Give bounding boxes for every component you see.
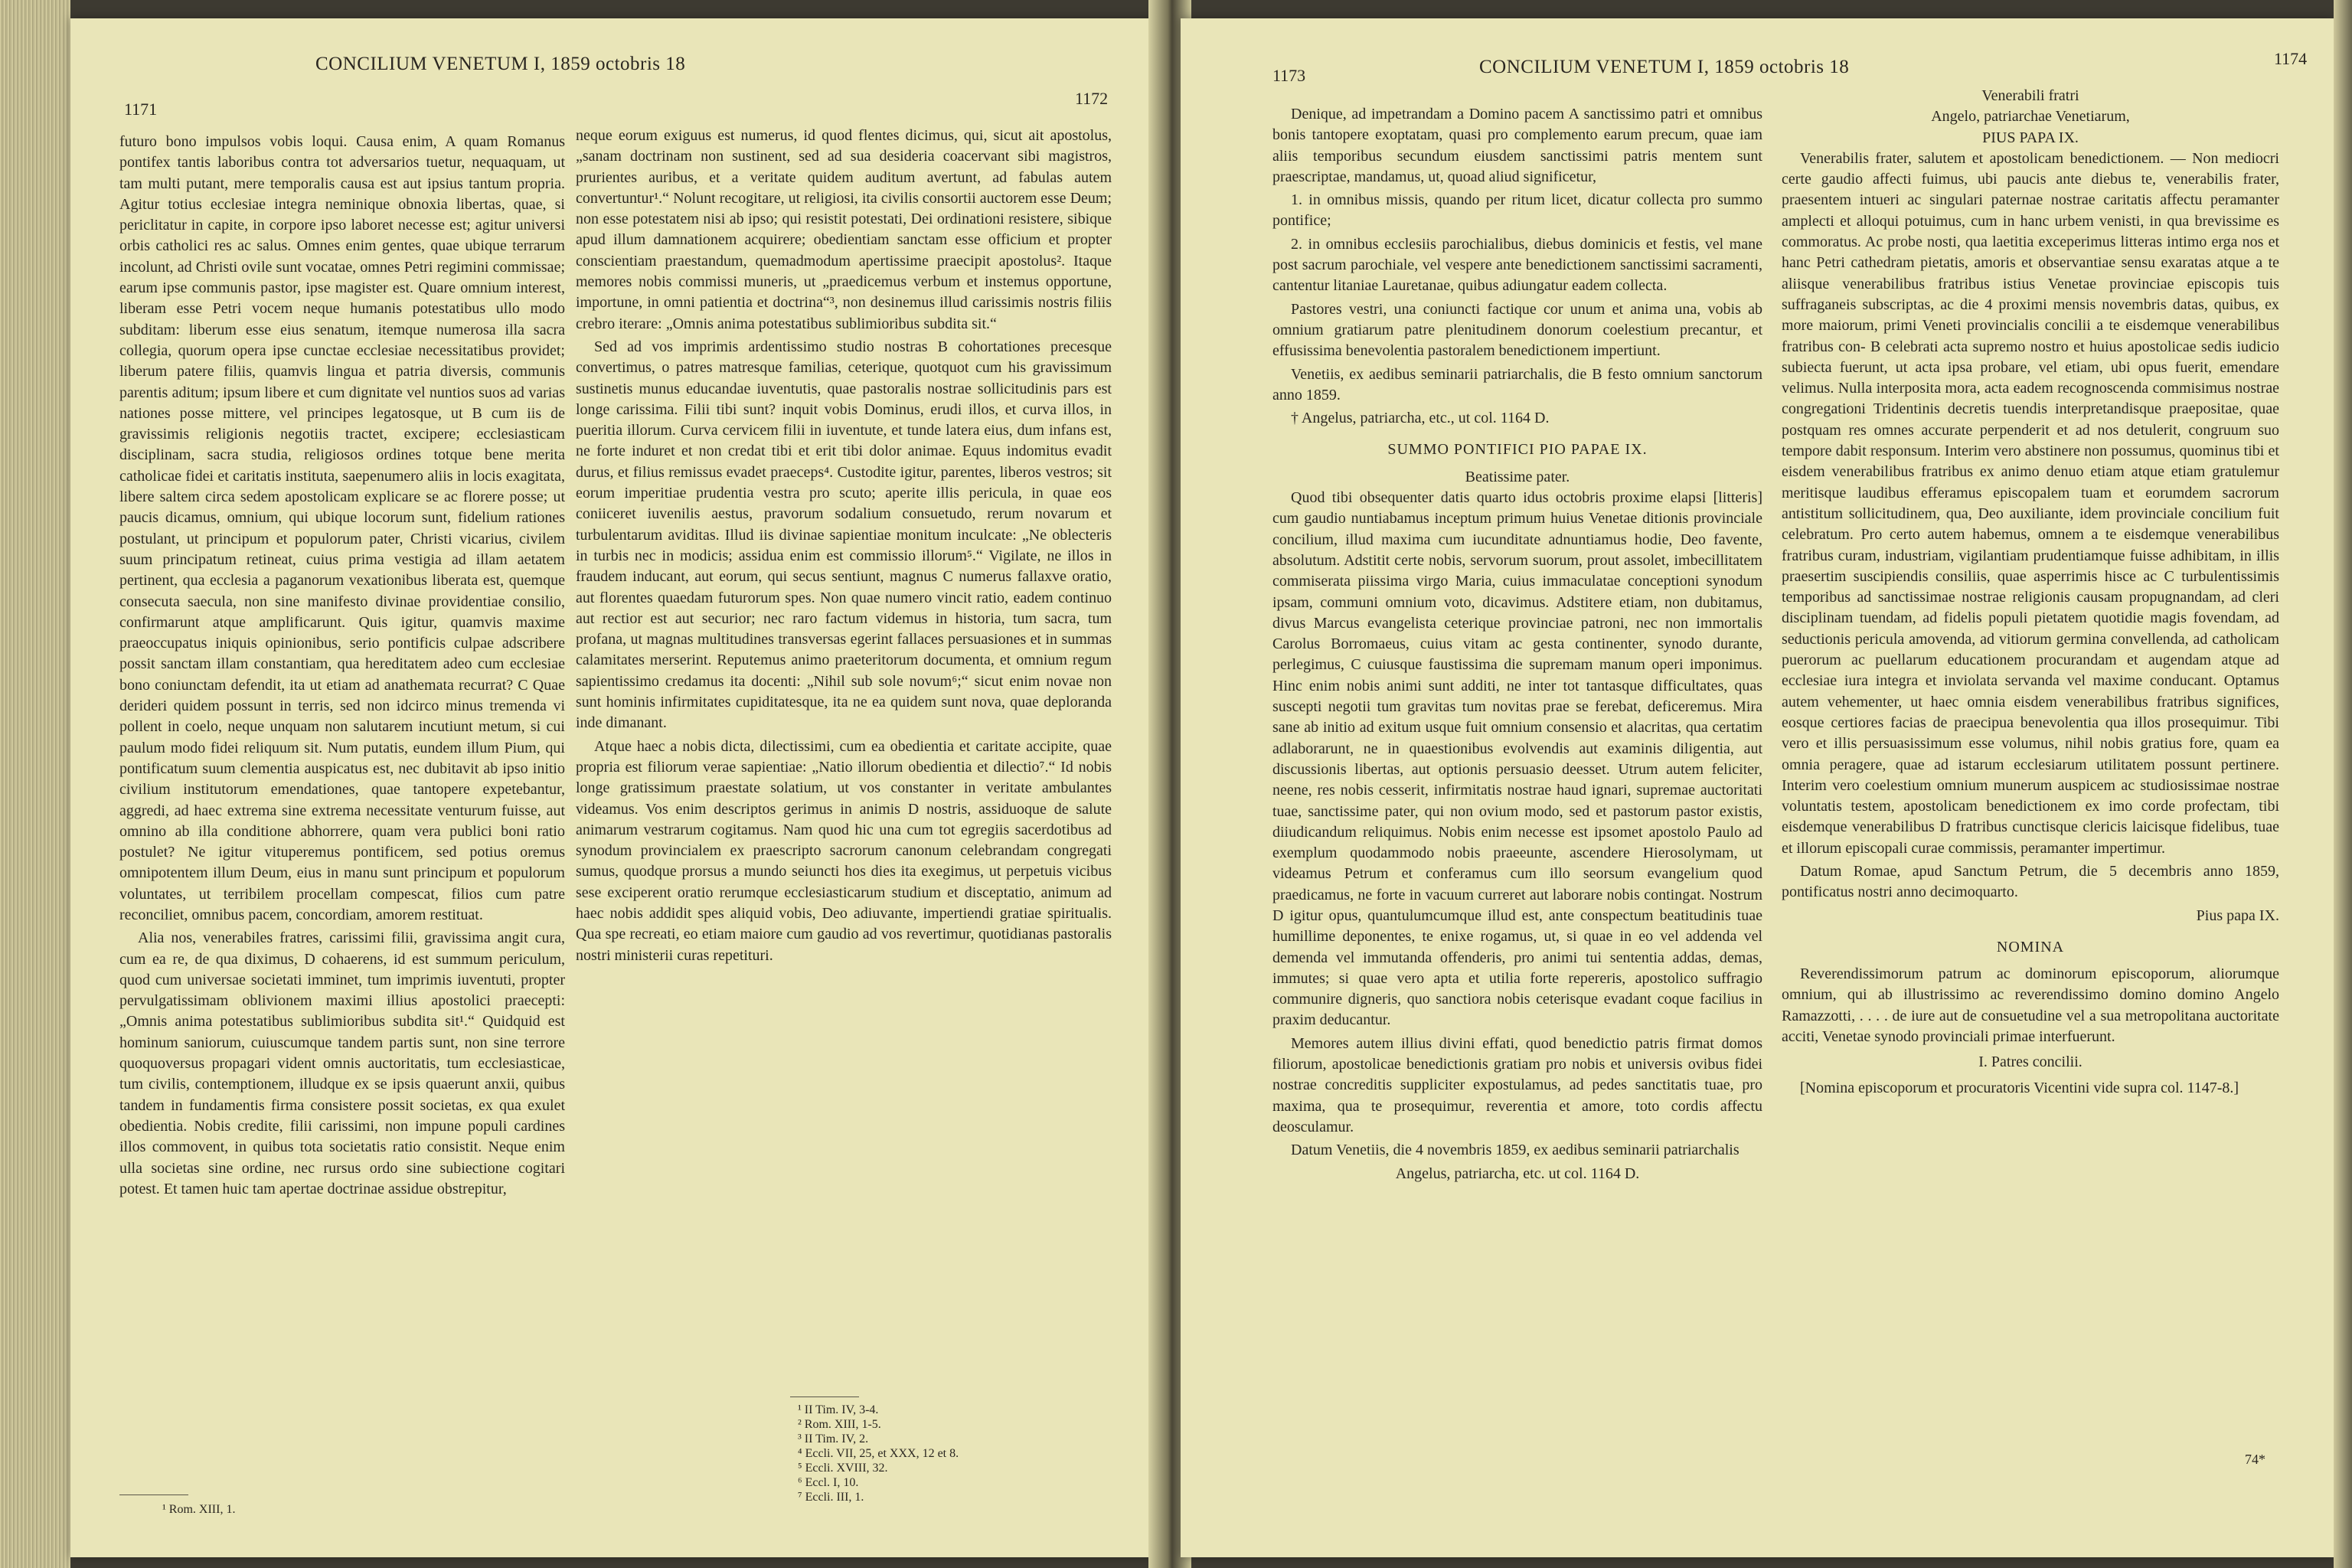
column-number-1173: 1173: [1272, 66, 1306, 85]
paragraph: Reverendissimorum patrum ac dominorum episcoporum, aliorumque omnium, qui ab illustrissimo ac reverendissimo domino domino Angelo Ramazzotti, . . . . de iure aut de consuetudine vel a sua metropolitana auctoritate acciti, Venetae synodo provinciali primae interfuerunt.: [1782, 965, 2279, 1046]
signature: Pius papa IX.: [2196, 906, 2279, 924]
paragraph: Alia nos, venerabiles fratres, carissimi filii, gravissima angit cura, cum ea re, de qua diximus, D cohaerens, id est summum periculum, quod cum universae societati imminet, tum imprimis iuventuti, propter pervulgatissimam oblivionem maximi illius apostolici praecepti: „Omnis anima potestatibus sublimioribus subdita sit¹.“ Quidquid est hominum saniorum, cuiuscumque tandem partis sunt, non sine terrore quoquoversus propagari vident omnis auctoritatis, tum ecclesiasticae, tum civilis, contemptionem, illudque ex se ipsis quaerunt anxii, quibus tandem in fundamentis firma consistere possit societas, ex qua exulet obedientia. Nobis credite, filii carissimi, non impune populi cardines illos commovent, in quibus tota societatis ratio consistit. Neque enim ulla societas sine ordine, nec rursus ordo sine subiectione cogitari potest. Et tamen huic tam apertae doctrinae assidue obstrepitur,: [119, 929, 565, 1197]
signature: † Angelus, patriarcha, etc., ut col. 1164 D.: [1291, 410, 1550, 427]
paragraph: Venetiis, ex aedibus seminarii patriarchalis, die B festo omnium sanctorum anno 1859.: [1272, 365, 1762, 403]
footnote-rule: [790, 1396, 859, 1397]
right-page-column-2: [1782, 86, 2279, 1101]
footnote: ³ II Tim. IV, 2.: [798, 1432, 869, 1446]
paragraph: futuro bono impulsos vobis loqui. Causa enim, A quam Romanus pontifex tantis laboribus contra tot adversarios tuetur, nequaquam, ut tam multi putant, mere temporalis causa est aut ipsius tantum propria. Agitur totius ecclesiae integra neminique obnoxia libertas, quae, si periclitatur in capite, in corpore ipso laboret necesse est; agitur universi orbis catholici res ac salus. Omnes enim gentes, quae ubique terrarum incolunt, ad Christi ovile sunt vocatae, omnes Petri regimini commissae; earum ipse communis pastor, ipse magister est. Quare omnium interest, liberam esse Petri vocem neque humanis potestatibus ullo modo subditam: liberum esse eius senatum, itemque numerosa illa sacra collegia, quorum opera ipse cunctae ecclesiae necessitatibus providet; liberum patere filiis, quamvis lingua et patria diversis, communis parentis aditum; ipsum libere et cum dignitate vel nuntios suos ad varias nationes posse mittere, vel principes legatosque, ut B cum iis de gravissimis religionis negotiis tractet, excipere; ecclesiasticam disciplinam, sacra studia, religiosos ordines totque bene merita catholicae fidei et caritatis instituta, saepenumero aliis in locis exagitata, libere saltem circa sedem apostolicam explicare se ac florere posse; ut paucis dicamus, omnium, qui ubique locorum sunt, fidelium rationes postulant, ut principum et populorum pater, Christi vicarius, civilem suum principatum retineat, cuius prima vestigia ad illam aetatem pertinent, qua ecclesia a paganorum vexationibus liberata est, quemque consecuta saecula, non sine manifesto divinae providentiae consilio, confirmarunt atque amplificarunt. Quis igitur, quamvis maxime praeoccupatus iniquis opinionibus, serio pontificis culpae adscribere possit sanctam illam constantiam, qua hereditatem adeo cum ecclesiae bono coniunctam defendit, ita ut etiam ad anathemata recurrat? C Quae derideri quidem possunt in terris, sed non idcirco minus tremenda vi pollent in coelo, neque unquam non salutarem incutiunt metum, si cui paulum modo fidei reliquum sit. Num putatis, eundem illum Pium, qui pontificatum suum clementia auspicatus est, nec dubitavit ab ipso initio civilium institutorum emendationes, quae tantopere expetebantur, aggredi, ad haec extrema sine extrema necessitate venturum fuisse, aut omnino ab illa conditione abhorrere, quam vera publici boni ratio postulet? Ne igitur vituperemus pontificem, sed potius oremus omnipotentem illum Deum, eius in manu sunt principum et populorum voluntates, ut terribilem procellam compescat, filios cum patre reconciliet, omnibus pacem, concordiam, amorem restituat.: [119, 133, 565, 923]
footnote: ⁶ Eccl. I, 10.: [798, 1476, 859, 1489]
running-head-right: CONCILIUM VENETUM I, 1859 octobris 18: [1479, 57, 1850, 77]
section-heading: NOMINA: [1996, 938, 2065, 956]
letter-address: Venerabili fratri: [1981, 87, 2079, 104]
column-number-1174: 1174: [2274, 49, 2308, 68]
footnote: ¹ II Tim. IV, 3-4.: [798, 1403, 879, 1416]
paragraph: Denique, ad impetrandam a Domino pacem A sanctissimo patri et omnibus bonis tantopere exoptatam, quasi pro complemento earum precum, quae iam aliis temporibus secundum eiusdem sanctissimi patris mentem sunt praescriptae, mandamus, ut, quoad aliud significetur,: [1272, 106, 1762, 185]
letter-address: Angelo, patriarchae Venetiarum,: [1931, 108, 2130, 126]
list-item: 1. in omnibus missis, quando per ritum licet, dicatur collecta pro summo pontifice;: [1272, 191, 1762, 230]
signature: Angelus, patriarcha, etc. ut col. 1164 D.: [1395, 1165, 1640, 1182]
paragraph: Venerabilis frater, salutem et apostolicam benedictionem. — Non mediocri certe gaudio affecti fuimus, ubi paucis ante diebus te, venerabilis frater, praesentem intueri ac singulari paternae nostrae caritatis affectu peramanter amplecti et alloqui potuimus, cum in hanc urbem venisti, in qua brevissime es commoratus. Ac probe nosti, qua laetitia exceperimus litteras intimo erga nos et hanc Petri cathedram pietatis, amoris et observantiae sensu exaratas atque a te aliisque venerabilibus fratribus istius Venetae provinciae episcopis tuis suffraganeis subscriptas, ac die 4 proximi mensis novembris datas, quibus, ex more maiorum, primi Veneti provincialis concilii a te eisdemque venerabilibus fratribus con- B celebrati acta supremo nostro et huius apostolicae sedis iudicio subiecta fuerunt, ut acta ipsa probare, vel etiam, ubi opus fuerit, emendare velimus. Nulla interposita mora, acta eadem recognoscenda commisimus nostrae congregationi Tridentinis decretis tuendis interpretandisque praepositae, quae postquam res omnes accurate perpenderit et ad nos detulerit, congruum suo tempore dabit responsum. Interim vero abstinere non possumus, quominus tibi et eisdem venerabilibus fratribus ex animo denuo etiam atque etiam gratulemur meritisque laudibus efferamus episcopalem tuam et eorumdem sacrorum antistitum sollicitudinem, qua, Deo auxiliante, idem provinciale concilium fuit celebratum. Pro certo autem habemus, omnem a te eisdemque venerabilibus fratribus curam, industriam, vigilantiam prudentiamque fuisse adhibitam, in illis praesertim suscipiendis consiliis, quae asperrimis hisce ac C turbulentissimis temporibus ad sanctissimae nostrae religionis causam propugnandam, ad cleri disciplinam tuendam, ad fidelis populi pietatem quotidie magis fovendam, ad seductionis pericula amovenda, ad vitiorum germina convellenda, ad catholicam puerorum ac puellarum educationem procurandam et augendam atque ad ecclesiae iura integra et inviolata servanda vel maxime conducant. Optamus autem vehementer, ut haec omnia eisdem venerabilibus fratribus significes, eosque certiores facias de praecipua benevolentia qua illos prosequimur. Tibi vero et illis persuasissimum esse volumus, nihil nobis gratius fore, quam ea omnia peragere, quae ad istarum ecclesiarum utilitatem possunt pertinere. Interim vero coelestium omnium munerum auspicem ac studiosissimae nostrae voluntatis testem, apostolicam benedictionem ex imo corde profectam, tibi eisdemque venerabilibus D fratribus cunctisque clericis laicisque fidelibus, tuae et illorum episcopali curae commissis, peramanter impertimur.: [1782, 149, 2279, 857]
sheet-signature-mark: 74*: [2245, 1452, 2265, 1467]
paragraph: Quod tibi obsequenter datis quarto idus octobris proxime elapsi [litteris] cum gaudio nuntiabamus inceptum primum huius Venetae ditionis provinciale concilium, illud maxima cum iucunditate adnuntiamus hodie, Deo favente, absolutum. Adstitit certe nobis, servorum suorum, prout assolet, imbecillitatem commiserata piissima virgo Maria, cuius immaculatae conceptioni synodum ipsam, communi omnium voto, dicavimus. Adstitere etiam, non dubitamus, divus Marcus evangelista ceterique provinciae patroni, nec non immortalis Carolus Borromaeus, cuius vitam ac gesta continenter, synodo durante, perlegimus, C cuiusque faustissima die supremam manum operi imponimus. Hinc enim nobis animi sunt additi, ne inter tot tantasque difficultates, quas suscepti negotii tum gravitas tum novitas prae se ferebat, deficeremus. Mira sane ab initio ad exitum usque fuit omnium consensio et alacritas, qua certatim adlaborarunt, ne in quaestionibus evolvendis aut examinis diligentia, aut discussionis libertas, aut optionis persuasio deesset. Utrum autem feliciter, neene, res nobis cesserit, infirmitatis nostrae haud ignari, supremae auctoritati tuae, sanctissime pater, qui non ovium modo, sed et pastorum pastor existis, diiudicandum reliquimus. Nobis enim necesse est ipsomet apostolo Paulo ad exemplum quodammodo nobis praeeunte, ascendere Hierosolymam, ut videamus Petrum et conferamus cum illo seorsum evangelium quod praedicamus, ne forte in vacuum curreret aut laborare nobis contingat. Nostrum D igitur opus, quantulumcumque illud est, ante conspectum beatitudinis tuae humillime deponentes, te enixe rogamus, ut, si quae in eo vel addenda vel demenda vel immutanda offenderis, pro animi tui sententia addas, demas, immutes; si quae vero apta et utilia forte repereris, apostolico suffragio communire digneris, quo sanctiora nobis ceterisque evadant coque facilius in praxim deducantur.: [1272, 489, 1762, 1029]
footnotes-column-1: [162, 1502, 235, 1517]
paragraph: Sed ad vos imprimis ardentissimo studio nostras B cohortationes precesque convertimus, o patres matresque familias, ceterique, quotquot cum his gravissimum sustinetis munus educandae iuventutis, quae pastoralis nostrae sollicitudinis pars est longe carissima. Filii tibi sunt? inquit vobis Dominus, erudi illos, et curva illos, in pueritia illorum. Curva cervicem filii in iuventute, et tunde latera eius, dum infans est, ne forte induret et non credat tibi et erit tibi dolor animae. Equus indomitus evadit durus, et filius remissus evadet praeceps⁴. Custodite igitur, parentes, liberos vestros; sit eorum imperitiae prudentia vestra pro scuto; aperite illis pericula, in quae eos coniiceret iuvenilis aestus, pravorum sodalium consuetudo, rerum novarum et turbulentarum aviditas. Illud iis divinae sapientiae monitum inculcate: „Ne oblecteris in turbis nec in modicis; assidua enim est commissio illorum⁵.“ Vigilate, ne illos in fraudem inducant, aut eorum, qui secus sentiunt, magnus C numerus fallaxve oratio, aut florentes quaedam futurorum spes. Non quae numero vincit ratio, eadem continuo aut rectior est aut securior; nec raro factum videmus in historia, tum sacra, tum profana, ut magnas multitudines transversas egerint fallaces persuasiones et in summas calamitates merserint. Reputemus animo praeteritorum documenta, et omnium regum sapientissimo credamus ita docenti: „Nihil sub sole novum⁶;“ sicut enim novae non sunt hominis infirmitates cupiditatesque, ita ne ea quidem sunt nova, quae deploranda inde dimanant.: [576, 338, 1112, 732]
paragraph: Pastores vestri, una coniuncti factique cor unum et anima una, vobis ab omnium gratiarum patre plenitudinem donorum coelestium precantur, et effusissima benevolentia pastoralem benedictionem impertiunt.: [1272, 300, 1762, 360]
footnote: ⁴ Eccli. VII, 25, et XXX, 12 et 8.: [798, 1447, 959, 1460]
column-number-1172: 1172: [1075, 89, 1109, 108]
left-page-column-2: [576, 126, 1112, 969]
paragraph: Atque haec a nobis dicta, dilectissimi, cum ea obedientia et caritate accipite, quae propria est filiorum verae sapientiae: „Natio illorum obedientia et dilectio⁷.“ Id nobis longe gratissimum praestate solatium, ut vos constanter in veritate ambulantes videamus. Vos enim descriptos gerimus in animis D nostris, assiduoque de salute animarum vestrarum cogitamus. Nam quod hic una cum tot egregiis sacerdotibus ad synodum provincialem ex praescripto sacrorum canonum celebrandam congregati sumus, quodque prorsus a mundo seiuncti hos dies ita exegimus, ut perpetuis vicibus sese exciperent oratio rerumque ecclesiasticarum studium et disceptatio, animum ad haec nobis addidit spes aliquid vobis, Deo adiuvante, impertiendi gratiae spiritualis. Qua spe recreati, eo etiam maiore cum gaudio ad vos revertimur, quotidianas pastoralis nostri ministerii curas repetituri.: [576, 737, 1112, 964]
left-page-column-1: [119, 132, 565, 1202]
page-edges-left: [0, 0, 70, 1568]
subheading: I. Patres concilii.: [1978, 1054, 2082, 1071]
right-page: [1181, 18, 2334, 1557]
paragraph: neque eorum exiguus est numerus, id quod flentes dicimus, qui, sicut ait apostolus, „sanam doctrinam non sustinent, sed ad sua desideria coacervant sibi magistros, prurientes auribus, et a veritate quidem auditum avertunt, ad fabulas autem convertuntur¹.“ Nolunt recogitare, ut religiosi, ita civilis consortii auctorem esse Deum; non esse potestatem nisi ab ipso; qui resistit potestati, Dei ordinationi resistere, sibique apud illum damnationem acquirere; obedientiam sanctam esse officium et propter conscientiam praestandum, quemadmodum apertissime praecipit apostolus². Itaque memores nobis commissi muneris, ut „praedicemus verbum et instemus opportune, importune, in omni patientia et doctrina“³, non desinemus illud carissimis nostris filiis crebro iterare: „Omnis anima potestatibus sublimioribus subdita sit.“: [576, 127, 1112, 332]
footnotes-column-2: [798, 1403, 959, 1504]
column-number-1171: 1171: [124, 100, 158, 119]
footnote-rule: [119, 1494, 188, 1495]
paragraph: Datum Romae, apud Sanctum Petrum, die 5 decembris anno 1859, pontificatus nostri anno decimoquarto.: [1782, 862, 2279, 901]
footnote: ² Rom. XIII, 1-5.: [798, 1418, 881, 1431]
list-item: 2. in omnibus ecclesiis parochialibus, diebus dominicis et festis, vel mane post sacrum parochiale, vel vespere ante benedictionem sanctissimi sacramenti, cantentur litaniae Lauretanae, quibus adiungatur eadem collecta.: [1272, 235, 1762, 295]
page-edges-right: [2334, 0, 2352, 1568]
running-head-left: CONCILIUM VENETUM I, 1859 octobris 18: [315, 54, 686, 74]
salutation: Beatissime pater.: [1465, 468, 1570, 485]
paragraph: Memores autem illius divini effati, quod benedictio patris firmat domos filiorum, apostolicae benedictionis gratiam pro nobis et universis ovibus fidei nostrae concreditis suppliciter expostulamus, ad pedes sanctitatis tuae, pro maxima, qua te prosequimur, reverentia et amore, toto cordis affectu deosculamur.: [1272, 1034, 1762, 1135]
footnote: ⁷ Eccli. III, 1.: [798, 1491, 864, 1504]
paragraph: Datum Venetiis, die 4 novembris 1859, ex aedibus seminarii patriarchalis: [1291, 1142, 1740, 1159]
footnote: ¹ Rom. XIII, 1.: [162, 1503, 236, 1516]
paragraph: [Nomina episcoporum et procuratoris Vicentini vide supra col. 1147-8.]: [1800, 1079, 2239, 1096]
left-page: [70, 18, 1163, 1557]
letter-sender: PIUS PAPA IX.: [1982, 129, 2079, 146]
section-heading: SUMMO PONTIFICI PIO PAPAE IX.: [1387, 441, 1648, 459]
right-page-column-1: [1272, 104, 1762, 1187]
footnote: ⁵ Eccli. XVIII, 32.: [798, 1462, 888, 1475]
